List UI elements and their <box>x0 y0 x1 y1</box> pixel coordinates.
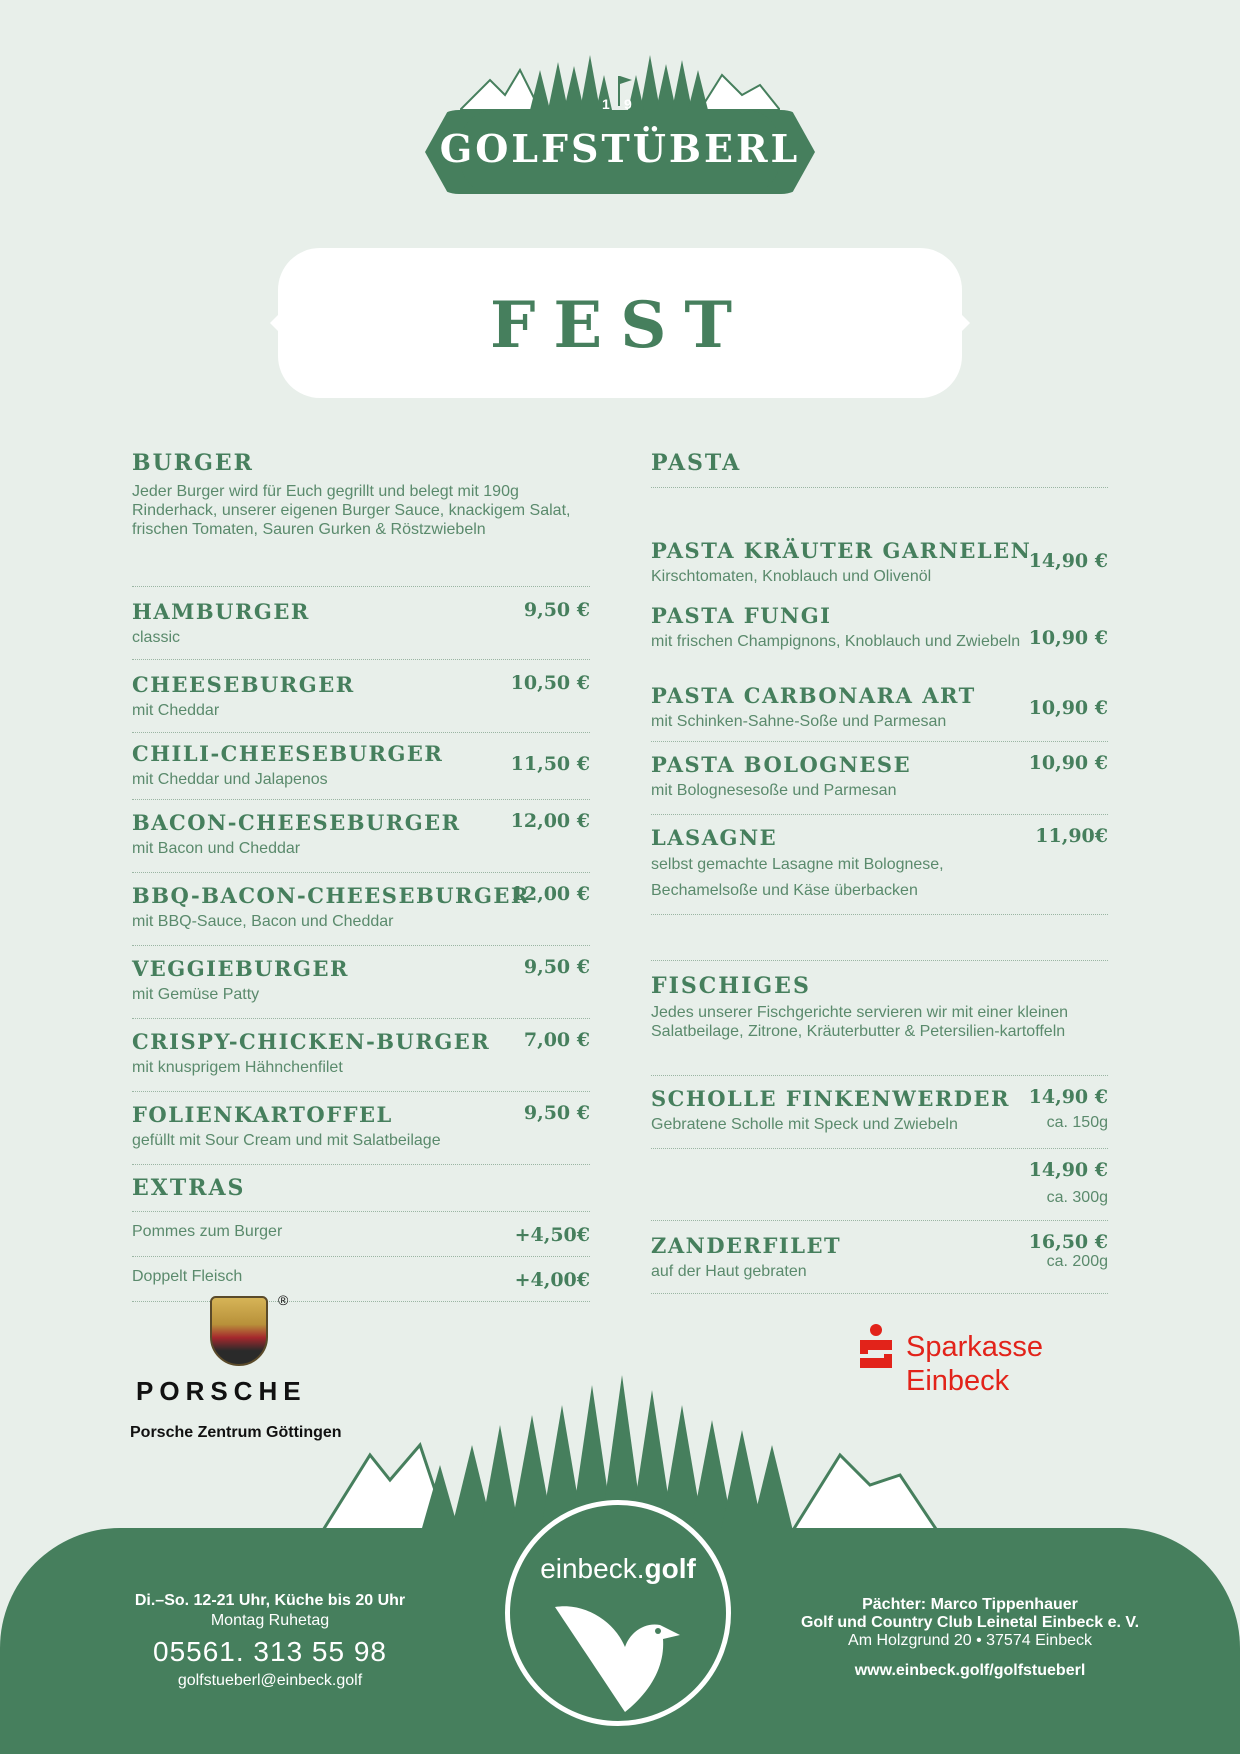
menu-item <box>651 1221 1108 1294</box>
item-price: 9,50 € <box>523 599 590 621</box>
golfstuberl-logo <box>420 40 820 200</box>
section-title-pasta: PASTA <box>651 450 742 476</box>
website-link[interactable]: www.einbeck.golf/golfstueberl <box>854 1662 1086 1679</box>
dove-icon <box>555 1597 685 1717</box>
email-link[interactable]: golfstueberl@einbeck.golf <box>177 1672 363 1689</box>
item-price: 7,00 € <box>523 1029 590 1051</box>
item-price: 11,90€ <box>1035 825 1108 847</box>
left-column <box>132 450 590 1302</box>
item-price: 11,50 € <box>510 753 590 775</box>
item-description: Gebratene Scholle mit Speck und Zwiebeln <box>651 1116 958 1133</box>
item-description: mit Cheddar und Jalapenos <box>132 771 328 788</box>
item-weight: ca. 300g <box>1046 1189 1108 1206</box>
item-price: 14,90 € <box>1028 1159 1108 1181</box>
extra-item <box>132 1212 590 1257</box>
item-description: mit Bacon und Cheddar <box>132 840 301 857</box>
footer-contact <box>110 1592 430 1690</box>
item-price: 10,90 € <box>1028 752 1108 774</box>
item-description: gefüllt mit Sour Cream und mit Salatbeilage <box>132 1132 441 1149</box>
item-name: PASTA KRÄUTER GARNELEN <box>651 538 1032 563</box>
menu-item <box>132 660 590 733</box>
menu-title-banner <box>278 248 962 398</box>
item-name: ZANDERFILET <box>651 1233 842 1258</box>
porsche-dealer-name: Porsche Zentrum Göttingen <box>130 1424 342 1441</box>
item-name: FOLIENKARTOFFEL <box>132 1102 393 1127</box>
item-price: 12,00 € <box>510 883 590 905</box>
extra-name: Doppelt Fleisch <box>132 1268 243 1285</box>
item-description: classic <box>132 629 181 646</box>
item-name: BBQ-BACON-CHEESEBURGER <box>132 883 530 908</box>
sparkasse-wordmark: Sparkasse Einbeck <box>906 1331 1044 1397</box>
closed-day: Montag Ruhetag <box>210 1612 330 1629</box>
opening-hours: Di.–So. 12-21 Uhr, Küche bis 20 Uhr <box>134 1592 406 1609</box>
club-name: Golf und Country Club Leinetal Einbeck e. V. <box>800 1614 1140 1631</box>
menu-item <box>651 538 1108 601</box>
section-description-burger: Jeder Burger wird für Euch gegrillt und belegt mit 190g Rinderhack, unserer eigenen Burger Sauce, knackigem Salat, frischen Tomaten, Sauren Gurken & Röstzwiebeln <box>132 483 571 538</box>
menu-item <box>132 873 590 946</box>
item-price: 9,50 € <box>523 956 590 978</box>
item-price: 10,50 € <box>510 672 590 694</box>
einbeck-golf-logo <box>505 1500 731 1726</box>
item-description: mit Gemüse Patty <box>132 986 260 1003</box>
menu-item <box>651 1149 1108 1221</box>
item-price: 10,90 € <box>1028 697 1108 719</box>
extra-price: +4,00€ <box>514 1269 590 1291</box>
item-name: CRISPY-CHICKEN-BURGER <box>132 1029 491 1054</box>
logo-number-right: 9 <box>624 96 632 112</box>
porsche-wordmark: PORSCHE <box>136 1376 307 1406</box>
item-price: 16,50 € <box>1028 1231 1108 1253</box>
section-title-fisch: FISCHIGES <box>651 973 811 999</box>
item-price: 14,90 € <box>1028 550 1108 572</box>
footer-address <box>770 1596 1170 1680</box>
menu-item <box>651 742 1108 815</box>
item-description: Kirschtomaten, Knoblauch und Olivenöl <box>651 568 932 585</box>
menu-item <box>651 601 1108 683</box>
item-name: HAMBURGER <box>132 599 310 624</box>
sparkasse-icon <box>858 1324 894 1368</box>
menu-item <box>132 733 590 800</box>
extra-name: Pommes zum Burger <box>132 1223 283 1240</box>
logo-forest-icon <box>460 40 780 120</box>
section-title-extras: EXTRAS <box>132 1175 246 1201</box>
menu-item <box>651 683 1108 742</box>
item-price: 14,90 € <box>1028 1086 1108 1108</box>
street-address: Am Holzgrund 20 • 37574 Einbeck <box>848 1632 1092 1649</box>
menu-item <box>132 587 590 660</box>
item-name: CHILI-CHEESEBURGER <box>132 741 444 766</box>
section-description-fisch: Jedes unserer Fischgerichte servieren wir mit einer kleinen Salatbeilage, Zitrone, Kräuterbutter & Petersilien-kartoffeln <box>651 1004 1069 1040</box>
item-name: SCHOLLE FINKENWERDER <box>651 1086 1010 1111</box>
porsche-crest-icon <box>210 1296 268 1366</box>
item-price: 12,00 € <box>510 810 590 832</box>
item-description: mit Bolognesesoße und Parmesan <box>651 782 897 799</box>
item-name: VEGGIEBURGER <box>132 956 349 981</box>
item-weight: ca. 200g <box>1046 1253 1108 1270</box>
menu-item <box>132 946 590 1019</box>
einbeck-golf-brand: einbeck.golf <box>540 1553 696 1584</box>
logo-title: GOLFSTÜBERL <box>439 126 801 171</box>
item-description: auf der Haut gebraten <box>651 1263 807 1280</box>
registered-mark: ® <box>278 1292 289 1308</box>
item-description: mit Cheddar <box>132 702 220 719</box>
menu-item <box>132 800 590 873</box>
extra-price: +4,50€ <box>514 1224 590 1246</box>
item-price: 10,90 € <box>1028 627 1108 649</box>
section-title-burger: BURGER <box>132 450 254 476</box>
item-name: PASTA BOLOGNESE <box>651 752 912 777</box>
item-name: CHEESEBURGER <box>132 672 355 697</box>
item-price: 9,50 € <box>523 1102 590 1124</box>
menu-item <box>132 1092 590 1165</box>
right-column <box>651 450 1108 1294</box>
item-description: mit frischen Champignons, Knoblauch und Zwiebeln <box>651 633 1021 650</box>
menu-item <box>651 815 1108 915</box>
item-name: PASTA FUNGI <box>651 603 832 628</box>
item-description: selbst gemachte Lasagne mit Bolognese, Bechamelsoße und Käse überbacken <box>651 856 944 899</box>
item-description: mit Schinken-Sahne-Soße und Parmesan <box>651 713 947 730</box>
item-name: BACON-CHEESEBURGER <box>132 810 461 835</box>
item-name: LASAGNE <box>651 825 778 850</box>
menu-item <box>651 1076 1108 1149</box>
menu-item <box>132 1019 590 1092</box>
item-description: mit BBQ-Sauce, Bacon und Cheddar <box>132 913 394 930</box>
item-description: mit knusprigem Hähnchenfilet <box>132 1059 343 1076</box>
item-weight: ca. 150g <box>1046 1114 1108 1131</box>
item-name: PASTA CARBONARA ART <box>651 683 976 708</box>
tenant-name: Pächter: Marco Tippenhauer <box>862 1596 1078 1613</box>
phone-number[interactable]: 05561. 313 55 98 <box>153 1636 387 1667</box>
logo-number-left: 1 <box>602 96 610 112</box>
menu-title: FEST <box>489 288 751 363</box>
